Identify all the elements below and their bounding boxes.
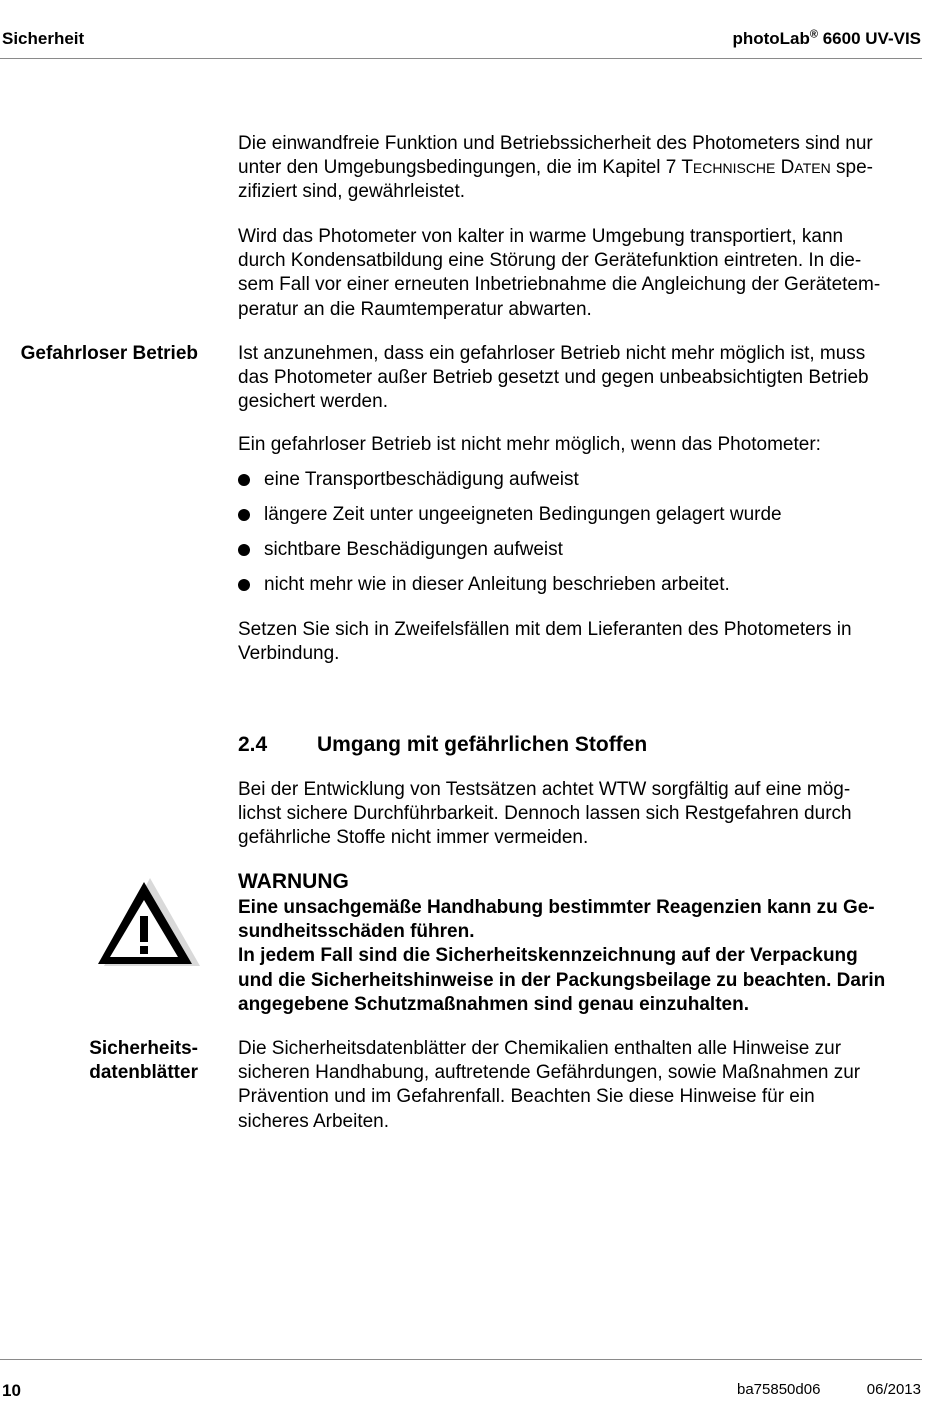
warning-title: WARNUNG [238,870,349,893]
bullet-icon [238,579,250,591]
section-paragraph-1 [238,778,924,851]
text-line [238,156,924,180]
text-line: Bei der Entwicklung von Testsätzen achtet WTW sorgfältig auf eine mög- [238,779,851,800]
section-title: Umgang mit gefährlichen Stoffen [317,733,648,756]
gefahrlos-paragraph-2 [238,433,924,457]
side-heading-line: datenblätter [89,1062,198,1083]
ref-initial: D [780,157,795,179]
header-rule [0,58,922,59]
text-line: das Photometer außer Betrieb gesetzt und gegen unbeabsichtigten Betrieb [238,367,869,389]
text-line: Die einwandfreie Funktion und Betriebssicherheit des Photometers sind nur [238,133,873,154]
text-line: sicheren Handhabung, auftretende Gefährdungen, sowie Maßnahmen zur [238,1062,861,1084]
text-line: sem Fall vor einer erneuten Inbetriebnahme die Angleichung der Gerätetem- [238,274,881,296]
list-item-text: längere Zeit unter ungeeigneten Bedingungen gelagert wurde [264,504,782,525]
section-number: 2.4 [238,733,268,756]
text-line: Ist anzunehmen, dass ein gefahrloser Betrieb nicht mehr möglich ist, muss [238,343,866,364]
text-line: In jedem Fall sind die Sicherheitskennzeichnung auf der Verpackung [238,945,858,967]
document-date: 06/2013 [866,1381,921,1398]
intro-paragraph-2 [238,225,924,322]
running-header-section: Sicherheit [2,29,85,48]
text-line: gefährliche Stoffe nicht immer vermeiden. [238,827,589,849]
text-line: angegebene Schutzmaßnahmen sind genau einzuhalten. [238,993,749,1015]
text-line: Wird das Photometer von kalter in warme Umgebung transportiert, kann [238,226,844,247]
text-line: lichst sichere Durchführbarkeit. Dennoch lassen sich Restgefahren durch [238,803,852,825]
registered-mark: ® [809,28,818,41]
product-model: 6600 UV-VIS [822,29,921,48]
side-heading-gefahrloser-betrieb: Gefahrloser Betrieb [20,343,198,364]
ref-smallcaps: ATEN [794,160,831,177]
ref-smallcaps: ECHNISCHE [692,160,776,177]
list-item-text: nicht mehr wie in dieser Anleitung beschrieben arbeitet. [264,574,730,595]
footer-rule [0,1359,922,1360]
gefahrlos-paragraph-1 [238,342,924,415]
bullet-icon [238,474,250,486]
text-line: durch Kondensatbildung eine Störung der Gerätefunktion eintreten. In die- [238,250,862,272]
bullet-icon [238,544,250,556]
text-line: sicheres Arbeiten. [238,1110,390,1132]
ref-initial: T [681,157,693,179]
gefahrlos-paragraph-3 [238,618,924,666]
sdb-paragraph [238,1037,924,1134]
text-line: Prävention und im Gefahrenfall. Beachten Sie diese Hinweise für ein [238,1086,815,1108]
page-number: 10 [2,1381,21,1400]
document-id: ba75850d06 [737,1381,821,1398]
text-line: sundheitsschäden führen. [238,921,475,943]
text-line: und die Sicherheitshinweise in der Packungsbeilage zu beachten. Darin [238,969,886,991]
running-header-product [732,29,921,49]
text-fragment: unter den Umgebungsbedingungen, die im Kapitel 7 [238,157,682,179]
text-line: Ein gefahrloser Betrieb ist nicht mehr möglich, wenn das Photometer: [238,434,821,455]
list-item-text: sichtbare Beschädigungen aufweist [264,539,563,560]
text-line: gesichert werden. [238,391,388,413]
text-line: Verbindung. [238,643,340,665]
chapter-reference [681,157,830,178]
side-heading-line: Sicherheits- [89,1038,198,1059]
text-line: Die Sicherheitsdatenblätter der Chemikalien enthalten alle Hinweise zur [238,1038,842,1059]
list-item-text: eine Transportbeschädigung aufweist [264,469,579,490]
text-line: Eine unsachgemäße Handhabung bestimmter Reagenzien kann zu Ge- [238,897,875,918]
text-fragment: spe- [830,157,873,179]
text-line: peratur an die Raumtemperatur abwarten. [238,298,592,320]
warning-triangle-icon [96,876,200,970]
product-name: photoLab [732,29,810,48]
intro-paragraph-1 [238,132,924,205]
text-line: zifiziert sind, gewährleistet. [238,181,466,203]
side-heading-sicherheitsdatenblaetter [89,1037,198,1085]
text-line: Setzen Sie sich in Zweifelsfällen mit dem Lieferanten des Photometers in [238,619,852,640]
warning-text [238,896,924,1017]
bullet-icon [238,509,250,521]
